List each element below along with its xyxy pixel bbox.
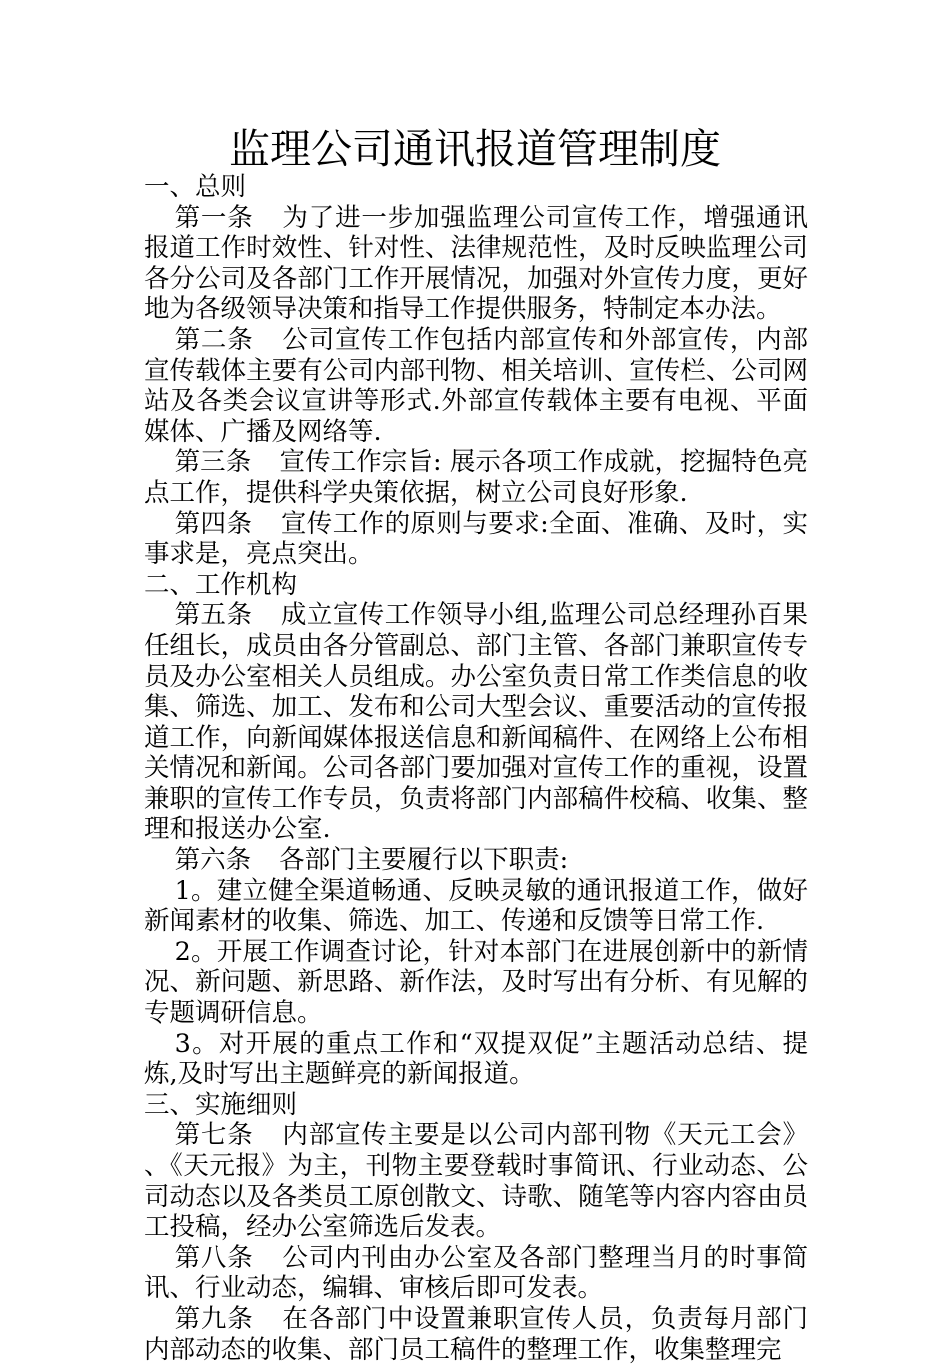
article-text: 宣传工作宗旨: 展示各项工作成就，挖掘特色亮点工作，提供科学央策依据，树立公司良好形象. (144, 447, 808, 508)
article-paragraph (144, 509, 808, 570)
article-text: 宣传工作的原则与要求:全面、准确、及时，实事求是，亮点突出。 (144, 508, 808, 570)
article-text: 在各部门中设置兼职宣传人员，负责每月部门内部动态的收集、部门员工稿件的整理工作，收集整理完 (144, 1303, 808, 1365)
article-paragraph (144, 1243, 808, 1304)
section-heading: 三、实施细则 (144, 1089, 298, 1120)
document-title: 监理公司通讯报道管理制度 (229, 125, 721, 173)
article-paragraph (144, 876, 808, 937)
article-paragraph (144, 600, 808, 845)
article-label: 第五条 (174, 600, 253, 631)
article-label: 第一条 (174, 202, 254, 233)
section-heading: 一、总则 (144, 172, 247, 202)
article-text: 3。对开展的重点工作和“双提双促”主题活动总结、提炼,及时写出主题鲜亮的新闻报道。 (144, 1028, 808, 1090)
article-paragraph (144, 1304, 808, 1365)
article-paragraph (144, 845, 808, 876)
article-text: 公司内刊由办公室及各部门整理当月的时事简讯、行业动态，编辑、审核后即可发表。 (144, 1242, 808, 1304)
article-label: 第九条 (174, 1303, 254, 1334)
article-text: 公司宣传工作包括内部宣传和外部宣传，内部宣传载体主要有公司内部刊物、相关培训、宣传栏、公司网站及各类会议宣讲等形式.外部宣传载体主要有电视、平面媒体、广播及网络等. (144, 324, 808, 447)
article-label: 第八条 (174, 1242, 254, 1273)
article-label: 第二条 (174, 324, 254, 355)
article-text: 2。开展工作调查讨论，针对本部门在进展创新中的新情况、新问题、新思路、新作法，及时写出有分析、有见解的专题调研信息。 (144, 936, 808, 1029)
article-paragraph (144, 203, 808, 325)
article-text: 1。建立健全渠道畅通、反映灵敏的通讯报道工作，做好新闻素材的收集、筛选、加工、传递和反馈等日常工作. (144, 875, 808, 937)
article-label: 第六条 (174, 845, 252, 876)
article-paragraph (144, 1120, 808, 1242)
article-label: 第三条 (174, 447, 252, 478)
article-text: 内部宣传主要是以公司内部刊物《天元工会》 、《天元报》为主，刊物主要登载时事简讯、行业动态、公司动态以及各类员工原创散文、诗歌、随笔等内容内容由员工投稿，经办公室筛选后发表。 (144, 1120, 808, 1243)
article-paragraph (144, 325, 808, 447)
article-paragraph (144, 1029, 808, 1090)
article-label: 第七条 (174, 1120, 254, 1151)
document-body (144, 172, 808, 1365)
article-text: 为了进一步加强监理公司宣传工作，增强通讯报道工作时效性、针对性、法律规范性，及时反映监理公司各分公司及各部门工作开展情况，加强对外宣传力度，更好地为各级领导决策和指导工作提供服务，特制定本办法。 (144, 202, 808, 325)
article-label: 第四条 (174, 508, 253, 539)
article-paragraph (144, 447, 808, 508)
article-paragraph (144, 937, 808, 1029)
article-text: 成立宣传工作领导小组,监理公司总经理孙百果任组长，成员由各分管副总、部门主管、各部门兼职宣传专员及办公室相关人员组成。办公室负责日常工作类信息的收集、筛选、加工、发布和公司大型会议、重要活动的宣传报道工作，向新闻媒体报送信息和新闻稿件、在网络上公布相关情况和新闻。公司各部门要加强对宣传工作的重视，设置兼职的宣传工作专员，负责将部门内部稿件校稿、收集、整理和报送办公室. (144, 600, 808, 845)
article-text: 各部门主要履行以下职责: (279, 845, 569, 876)
section-heading: 二、工作机构 (144, 569, 298, 600)
